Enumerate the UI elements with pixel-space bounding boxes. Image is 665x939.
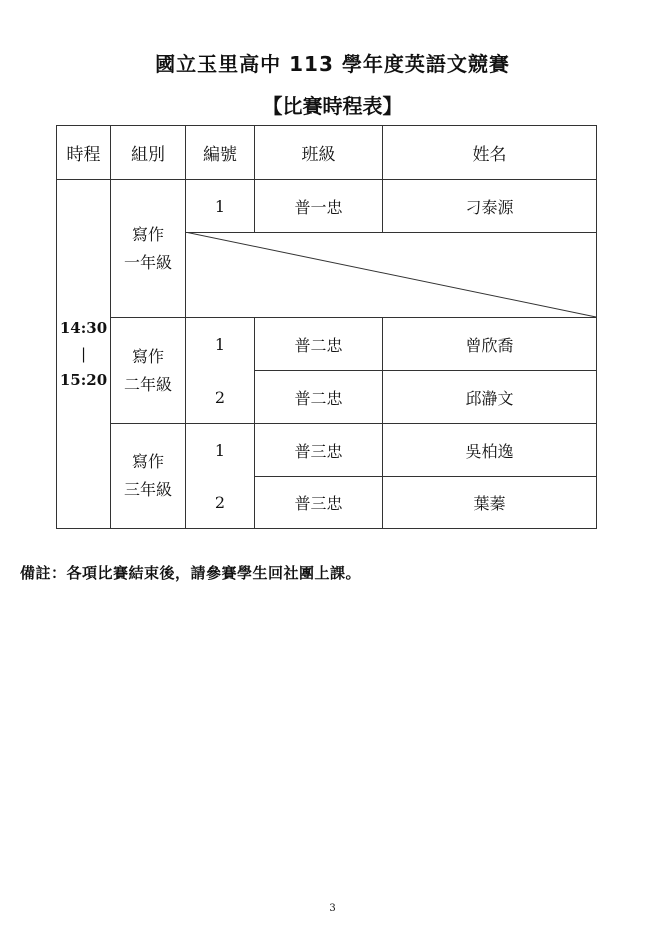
time-range <box>57 180 110 528</box>
header-number: 編號 <box>203 145 237 165</box>
header-time: 時程 <box>66 145 101 165</box>
group-grade-2 <box>111 318 185 423</box>
row-class: 普三忠 <box>294 441 343 461</box>
row-name: 葉蓁 <box>473 494 506 513</box>
row-class: 普三忠 <box>294 494 343 513</box>
document-subtitle: 【比賽時程表】 <box>262 94 403 118</box>
row-class: 普二忠 <box>294 388 343 408</box>
row-class: 普二忠 <box>294 335 343 355</box>
group-label-line2: 一年級 <box>123 252 172 272</box>
group-grade-3 <box>111 424 185 528</box>
row-name: 曾欣喬 <box>465 335 514 355</box>
row-number: 1 <box>214 334 226 354</box>
group-label-line1: 寫作 <box>131 346 164 366</box>
row-class: 普一忠 <box>294 197 343 217</box>
header-name: 姓名 <box>472 145 507 165</box>
page-number: 3 <box>329 903 336 914</box>
schedule-table <box>56 125 597 529</box>
remark-note: 備註：各項比賽結束後，請參賽學生回社團上課。 <box>20 564 362 582</box>
group-grade-1 <box>111 180 185 317</box>
group-label-line2: 三年級 <box>123 480 172 499</box>
row-name: 邱瀞文 <box>465 388 514 408</box>
time-end: 15:20 <box>59 371 108 389</box>
group-label-line1: 寫作 <box>131 224 164 244</box>
time-separator: | <box>80 345 87 363</box>
row-number: 1 <box>214 196 226 216</box>
time-start: 14:30 <box>59 319 108 337</box>
row-name: 吳柏逸 <box>465 441 514 461</box>
row-number: 2 <box>214 387 226 407</box>
group-label-line2: 二年級 <box>123 374 172 394</box>
row-number: 2 <box>214 493 226 512</box>
row-name: 刁泰源 <box>465 197 514 217</box>
empty-cell-diagonal <box>185 232 597 318</box>
header-class: 班級 <box>301 145 336 165</box>
document-title: 國立玉里高中 113 學年度英語文競賽 <box>155 52 510 76</box>
group-label-line1: 寫作 <box>131 452 164 471</box>
row-number: 1 <box>214 440 226 460</box>
header-group: 組別 <box>131 145 165 165</box>
